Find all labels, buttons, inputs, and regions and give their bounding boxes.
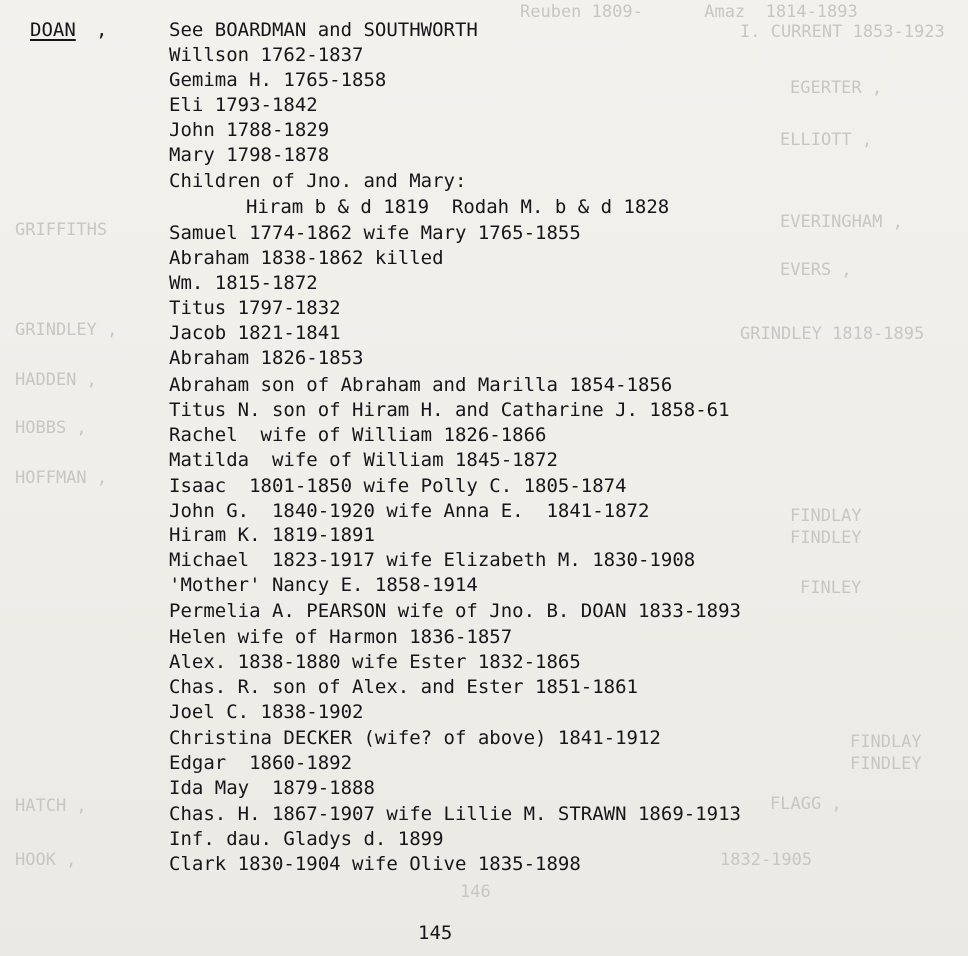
bleed-through-text: FLAGG , xyxy=(770,794,842,814)
entry-line: See BOARDMAN and SOUTHWORTH xyxy=(169,19,478,41)
entry-line: Clark 1830-1904 wife Olive 1835-1898 xyxy=(169,853,581,875)
entry-line: 'Mother' Nancy E. 1858-1914 xyxy=(169,574,478,596)
bleed-through-text: 146 xyxy=(460,882,491,902)
entry-line: Mary 1798-1878 xyxy=(169,144,330,166)
entry-line: Ida May 1879-1888 xyxy=(169,777,375,799)
entry-line: Christina DECKER (wife? of above) 1841-1912 xyxy=(169,727,661,749)
bleed-through-text: I. CURRENT 1853-1923 xyxy=(740,22,945,42)
entry-line: Gemima H. 1765-1858 xyxy=(169,69,387,91)
bleed-through-text: HOBBS , xyxy=(15,418,87,438)
entry-line: Hiram K. 1819-1891 xyxy=(169,524,375,546)
bleed-through-text: EVERINGHAM , xyxy=(780,212,903,232)
bleed-through-text: Reuben 1809- Amaz 1814-1893 xyxy=(520,2,858,22)
entry-line: Isaac 1801-1850 wife Polly C. 1805-1874 xyxy=(169,475,627,497)
bleed-through-text: FINDLEY xyxy=(850,754,922,774)
bleed-through-text: FINDLAY xyxy=(850,732,922,752)
entry-line: Rachel wife of William 1826-1866 xyxy=(169,424,547,446)
entry-line: Abraham 1838-1862 killed xyxy=(169,247,444,269)
entry-line: Jacob 1821-1841 xyxy=(169,322,341,344)
entry-line: John G. 1840-1920 wife Anna E. 1841-1872 xyxy=(169,500,650,522)
entry-line: Chas. R. son of Alex. and Ester 1851-1861 xyxy=(169,676,638,698)
bleed-through-text: ELLIOTT , xyxy=(780,130,873,150)
bleed-through-text: HOFFMAN , xyxy=(15,468,108,488)
entry-line: Samuel 1774-1862 wife Mary 1765-1855 xyxy=(169,222,581,244)
bleed-through-text: HADDEN , xyxy=(15,370,97,390)
entry-line: Hiram b & d 1819 Rodah M. b & d 1828 xyxy=(246,196,670,218)
entry-line: Children of Jno. and Mary: xyxy=(169,170,467,192)
bleed-through-text: FINDLEY xyxy=(790,528,862,548)
entry-line: John 1788-1829 xyxy=(169,119,330,141)
bleed-through-text: EVERS , xyxy=(780,260,852,280)
bleed-through-text: 1832-1905 xyxy=(720,850,813,870)
entry-line: Willson 1762-1837 xyxy=(169,44,364,66)
entry-line: Inf. dau. Gladys d. 1899 xyxy=(169,828,444,850)
entry-line: Edgar 1860-1892 xyxy=(169,752,353,774)
entry-line: Abraham 1826-1853 xyxy=(169,347,364,369)
bleed-through-text: HOOK , xyxy=(15,850,77,870)
bleed-through-text: FINDLAY xyxy=(790,506,862,526)
entry-line: Alex. 1838-1880 wife Ester 1832-1865 xyxy=(169,651,581,673)
surname-heading: DOAN xyxy=(30,19,76,41)
entry-line: Joel C. 1838-1902 xyxy=(169,701,364,723)
page-number: 145 xyxy=(418,922,453,944)
entry-line: Wm. 1815-1872 xyxy=(169,272,318,294)
entry-line: Helen wife of Harmon 1836-1857 xyxy=(169,626,513,648)
entry-line: Eli 1793-1842 xyxy=(169,94,318,116)
entry-line: Matilda wife of William 1845-1872 xyxy=(169,449,558,471)
bleed-through-text: EGERTER , xyxy=(790,78,883,98)
entry-line: Permelia A. PEARSON wife of Jno. B. DOAN 1833-1893 xyxy=(169,600,741,622)
entry-line: Michael 1823-1917 wife Elizabeth M. 1830-1908 xyxy=(169,549,696,571)
entry-line: Titus N. son of Hiram H. and Catharine J. 1858-61 xyxy=(169,399,730,421)
entry-line: Titus 1797-1832 xyxy=(169,297,341,319)
bleed-through-text: GRIFFITHS xyxy=(15,220,108,240)
heading-comma: , xyxy=(96,19,108,41)
entry-line: Abraham son of Abraham and Marilla 1854-1856 xyxy=(169,374,673,396)
bleed-through-text: FINLEY xyxy=(800,578,862,598)
bleed-through-text: GRINDLEY 1818-1895 xyxy=(740,324,925,344)
bleed-through-text: GRINDLEY , xyxy=(15,320,118,340)
entry-line: Chas. H. 1867-1907 wife Lillie M. STRAWN 1869-1913 xyxy=(169,803,741,825)
bleed-through-text: HATCH , xyxy=(15,796,87,816)
